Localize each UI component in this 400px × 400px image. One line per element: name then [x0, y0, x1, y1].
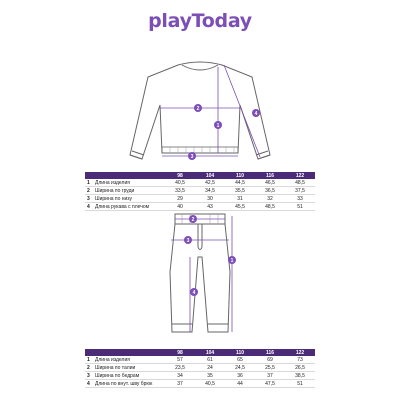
cell-value: 26,5	[285, 364, 315, 372]
row-name: Длина рукава с плечом	[95, 203, 165, 211]
marker-3: 3	[186, 238, 190, 244]
cell-value: 40,5	[165, 179, 195, 187]
cell-value: 42,5	[195, 179, 225, 187]
marker-1: 1	[216, 123, 220, 129]
table-row	[85, 187, 315, 195]
cell-value: 24,5	[225, 364, 255, 372]
sweatshirt-size-table	[85, 172, 315, 211]
cell-value: 43	[195, 203, 225, 211]
pants-size-table	[85, 349, 315, 388]
cell-value: 35	[195, 372, 225, 380]
marker-4: 4	[254, 111, 258, 117]
size-header: 104	[195, 349, 225, 356]
row-number: 1	[85, 179, 95, 187]
row-number: 3	[85, 195, 95, 203]
cell-value: 65	[225, 356, 255, 364]
size-header: 98	[165, 172, 195, 179]
table-row	[85, 372, 315, 380]
row-number: 3	[85, 372, 95, 380]
size-header: 110	[225, 349, 255, 356]
table-row	[85, 364, 315, 372]
row-name: Длина по внут. шву брюк	[95, 380, 165, 388]
row-number: 1	[85, 356, 95, 364]
cell-value: 31	[225, 195, 255, 203]
cell-value: 48,5	[285, 179, 315, 187]
cell-value: 34,5	[195, 187, 225, 195]
row-number: 4	[85, 380, 95, 388]
size-header: 116	[255, 349, 285, 356]
pants-illustration	[150, 212, 250, 347]
cell-value: 35,5	[225, 187, 255, 195]
row-name: Ширина по талии	[95, 364, 165, 372]
cell-value: 46,5	[255, 179, 285, 187]
cell-value: 69	[255, 356, 285, 364]
cell-value: 47,5	[255, 380, 285, 388]
cell-value: 29	[165, 195, 195, 203]
marker-2: 2	[196, 106, 200, 112]
cell-value: 37	[255, 372, 285, 380]
size-header-spacer	[85, 349, 165, 356]
cell-value: 37	[165, 380, 195, 388]
row-name: Длина изделия	[95, 356, 165, 364]
marker-3: 3	[190, 154, 194, 160]
brand-logo: playToday	[148, 10, 252, 32]
row-number: 2	[85, 364, 95, 372]
cell-value: 33,5	[165, 187, 195, 195]
table-row	[85, 380, 315, 388]
row-name: Ширина по груди	[95, 187, 165, 195]
size-header: 122	[285, 172, 315, 179]
cell-value: 33	[285, 195, 315, 203]
size-header: 116	[255, 172, 285, 179]
row-name: Длина изделия	[95, 179, 165, 187]
cell-value: 51	[285, 380, 315, 388]
row-number: 2	[85, 187, 95, 195]
cell-value: 30	[195, 195, 225, 203]
cell-value: 73	[285, 356, 315, 364]
cell-value: 36,5	[255, 187, 285, 195]
row-name: Ширина по низу	[95, 195, 165, 203]
table-row	[85, 195, 315, 203]
cell-value: 40	[165, 203, 195, 211]
cell-value: 23,5	[165, 364, 195, 372]
cell-value: 36	[225, 372, 255, 380]
size-header-spacer	[85, 172, 165, 179]
row-number: 4	[85, 203, 95, 211]
marker-1: 1	[230, 258, 234, 264]
cell-value: 61	[195, 356, 225, 364]
cell-value: 37,5	[285, 187, 315, 195]
cell-value: 34	[165, 372, 195, 380]
size-header: 98	[165, 349, 195, 356]
row-name: Ширина по бедрам	[95, 372, 165, 380]
cell-value: 48,5	[255, 203, 285, 211]
cell-value: 38,5	[285, 372, 315, 380]
marker-4: 4	[192, 290, 196, 296]
cell-value: 24	[195, 364, 225, 372]
cell-value: 45,5	[225, 203, 255, 211]
cell-value: 32	[255, 195, 285, 203]
marker-2: 2	[191, 217, 195, 223]
sweatshirt-illustration	[120, 55, 280, 170]
cell-value: 44	[225, 380, 255, 388]
cell-value: 25,5	[255, 364, 285, 372]
table-row	[85, 179, 315, 187]
size-header: 104	[195, 172, 225, 179]
size-header: 122	[285, 349, 315, 356]
size-header: 110	[225, 172, 255, 179]
cell-value: 51	[285, 203, 315, 211]
table-row	[85, 203, 315, 211]
cell-value: 44,5	[225, 179, 255, 187]
cell-value: 57	[165, 356, 195, 364]
table-row	[85, 356, 315, 364]
cell-value: 40,5	[195, 380, 225, 388]
